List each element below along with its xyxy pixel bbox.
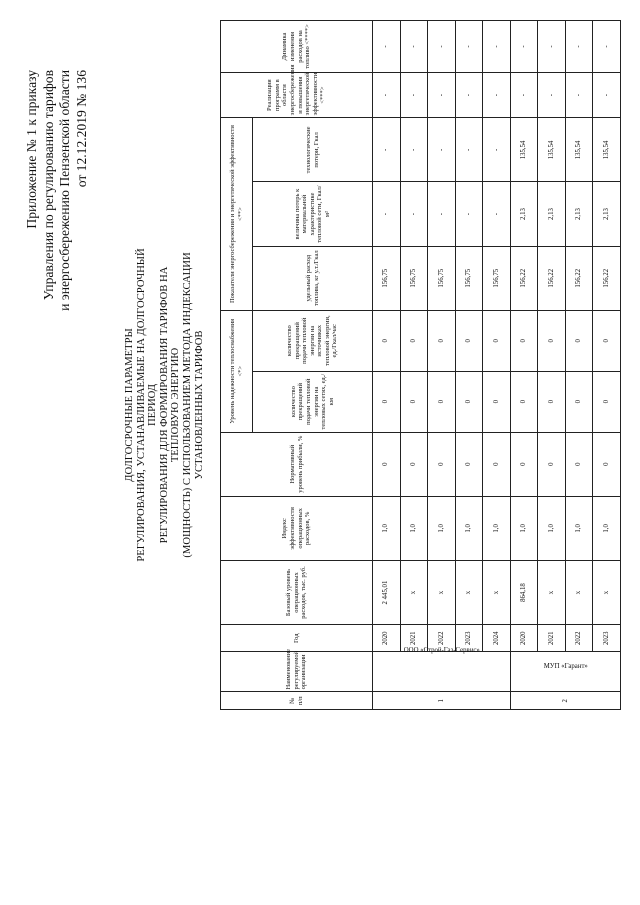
cell-rel-sources: 0 [400,310,428,371]
cell-loss-ratio: - [483,182,511,246]
cell-fuel-rate: 156,75 [483,246,511,310]
cell-program: - [400,72,428,117]
cell-program: - [593,72,621,117]
cell-program: - [428,72,456,117]
cell-dynamics: - [428,21,456,73]
cell-profit: 0 [400,432,428,496]
cell-rel-networks: 0 [428,371,456,432]
cell-rel-networks: 0 [538,371,566,432]
cell-base: х [593,560,621,624]
header-base: Базовый уровень операционных расходов, тыс. руб. [221,560,373,624]
annex-line-3: и энергосбережению Пензенской области [57,70,72,311]
cell-year: 2021 [538,625,566,652]
cell-rel-sources: 0 [510,310,538,371]
cell-index: 1,0 [428,496,456,560]
cell-rel-networks: 0 [455,371,483,432]
cell-index: 1,0 [565,496,593,560]
org-number: 1 [373,692,511,710]
cell-fuel-rate: 156,22 [593,246,621,310]
cell-loss-ratio: 2,13 [565,182,593,246]
cell-loss-ratio: - [400,182,428,246]
cell-tech-losses: 135,54 [565,118,593,182]
table-row [483,21,511,710]
cell-tech-losses: 135,54 [538,118,566,182]
cell-year: 2024 [483,625,511,652]
cell-dynamics: - [593,21,621,73]
table-row [565,21,593,710]
cell-rel-networks: 0 [593,371,621,432]
cell-program: - [538,72,566,117]
cell-program: - [373,72,401,117]
header-energy-group: Показатели энергосбережения и энергетической эффективности <**> [221,118,253,310]
cell-year: 2022 [428,625,456,652]
cell-index: 1,0 [400,496,428,560]
cell-dynamics: - [510,21,538,73]
cell-index: 1,0 [538,496,566,560]
header-index: Индекс эффективности операционных расходов, % [221,496,373,560]
annex-line-2: Управления по регулированию тарифов [40,70,56,301]
cell-rel-sources: 0 [483,310,511,371]
header-num: № п/п [221,692,373,710]
table-row [373,21,401,710]
cell-dynamics: - [538,21,566,73]
cell-year: 2023 [593,625,621,652]
annex-line-1: Приложение № 1 к приказу [24,70,39,229]
cell-index: 1,0 [593,496,621,560]
org-name: ООО «Строй-Газ-Сервис» [373,652,511,692]
cell-loss-ratio: 2,13 [510,182,538,246]
cell-dynamics: - [455,21,483,73]
cell-loss-ratio: 2,13 [538,182,566,246]
cell-loss-ratio: - [455,182,483,246]
cell-rel-sources: 0 [565,310,593,371]
cell-fuel-rate: 156,75 [455,246,483,310]
cell-tech-losses: - [400,118,428,182]
cell-tech-losses: 135,54 [593,118,621,182]
cell-profit: 0 [428,432,456,496]
cell-loss-ratio: 2,13 [593,182,621,246]
cell-tech-losses: - [483,118,511,182]
title-line-5: УСТАНОВЛЕННЫХ ТАРИФОВ [193,330,205,480]
cell-profit: 0 [455,432,483,496]
cell-dynamics: - [400,21,428,73]
cell-fuel-rate: 156,75 [373,246,401,310]
cell-dynamics: - [373,21,401,73]
header-profit: Нормативный уровень прибыли, % [221,432,373,496]
cell-profit: 0 [538,432,566,496]
header-fuel-rate: удельный расход топлива, кг у.т./Гкал [253,246,373,310]
cell-program: - [565,72,593,117]
cell-rel-networks: 0 [565,371,593,432]
header-dynamics: Динамика изменения расходов на топливо <****> [221,21,373,73]
header-tech-losses: технологические потери, Гкал [253,118,373,182]
title-line-1: ДОЛГОСРОЧНЫЕ ПАРАМЕТРЫ [124,328,135,482]
cell-rel-sources: 0 [373,310,401,371]
cell-index: 1,0 [373,496,401,560]
cell-rel-sources: 0 [455,310,483,371]
table-row [428,21,456,710]
cell-fuel-rate: 156,22 [538,246,566,310]
cell-year: 2023 [455,625,483,652]
cell-profit: 0 [565,432,593,496]
cell-base: 2 445,01 [373,560,401,624]
cell-base: х [483,560,511,624]
org-name: МУП «Гарант» [510,652,620,692]
cell-tech-losses: - [373,118,401,182]
cell-profit: 0 [483,432,511,496]
cell-rel-networks: 0 [510,371,538,432]
cell-dynamics: - [483,21,511,73]
cell-year: 2020 [373,625,401,652]
cell-year: 2022 [565,625,593,652]
cell-base: х [538,560,566,624]
header-loss-ratio: величина потерь к материальной характеристике тепловой сети, Гкал/м² [253,182,373,246]
cell-fuel-rate: 156,22 [510,246,538,310]
cell-base: х [565,560,593,624]
table-row [455,21,483,710]
cell-fuel-rate: 156,22 [565,246,593,310]
header-reliability-group: Уровень надежности теплоснабжения <*> [221,310,253,432]
table-row [538,21,566,710]
cell-index: 1,0 [483,496,511,560]
cell-loss-ratio: - [373,182,401,246]
header-program: Реализация программ в области энергосбережения и повышения энергетической эффективности <***> [221,72,373,117]
table-row [593,21,621,710]
cell-tech-losses: - [428,118,456,182]
title-line-2: РЕГУЛИРОВАНИЯ, УСТАНАВЛИВАЕМЫЕ НА ДОЛГОСРОЧНЫЙ ПЕРИОД [135,248,159,562]
cell-rel-sources: 0 [428,310,456,371]
cell-program: - [510,72,538,117]
cell-year: 2021 [400,625,428,652]
cell-tech-losses: - [455,118,483,182]
table-row [510,21,538,710]
cell-rel-sources: 0 [538,310,566,371]
cell-profit: 0 [510,432,538,496]
header-org: Наименование регулируемой организации [221,652,373,692]
cell-fuel-rate: 156,75 [428,246,456,310]
org-number: 2 [510,692,620,710]
cell-year: 2020 [510,625,538,652]
title-line-4: (МОЩНОСТЬ) С ИСПОЛЬЗОВАНИЕМ МЕТОДА ИНДЕКСАЦИИ [181,252,193,558]
header-rel-networks: количество прекращений подачи тепловой энергии на тепловых сетях, ед./км [253,371,373,432]
annex-line-4: от 12.12.2019 № 136 [73,70,89,188]
header-rel-sources: количество прекращений подачи тепловой энергии на источниках тепловой энергии, ед./Гкал/час [253,310,373,371]
cell-loss-ratio: - [428,182,456,246]
cell-index: 1,0 [510,496,538,560]
cell-program: - [455,72,483,117]
cell-profit: 0 [373,432,401,496]
cell-base: х [455,560,483,624]
cell-rel-networks: 0 [400,371,428,432]
cell-profit: 0 [593,432,621,496]
header-row-groups [221,21,253,710]
table-row [400,21,428,710]
annex-reference [24,70,90,311]
cell-base: 864,18 [510,560,538,624]
parameters-table [220,20,621,710]
title-line-3: РЕГУЛИРОВАНИЯ ДЛЯ ФОРМИРОВАНИЯ ТАРИФОВ НА ТЕПЛОВУЮ ЭНЕРГИЮ [158,266,182,544]
cell-rel-sources: 0 [593,310,621,371]
cell-dynamics: - [565,21,593,73]
cell-tech-losses: 135,54 [510,118,538,182]
cell-program: - [483,72,511,117]
cell-base: х [428,560,456,624]
cell-index: 1,0 [455,496,483,560]
cell-fuel-rate: 156,75 [400,246,428,310]
document-title [124,245,205,565]
header-year: Год [221,625,373,652]
cell-rel-networks: 0 [483,371,511,432]
cell-rel-networks: 0 [373,371,401,432]
cell-base: х [400,560,428,624]
